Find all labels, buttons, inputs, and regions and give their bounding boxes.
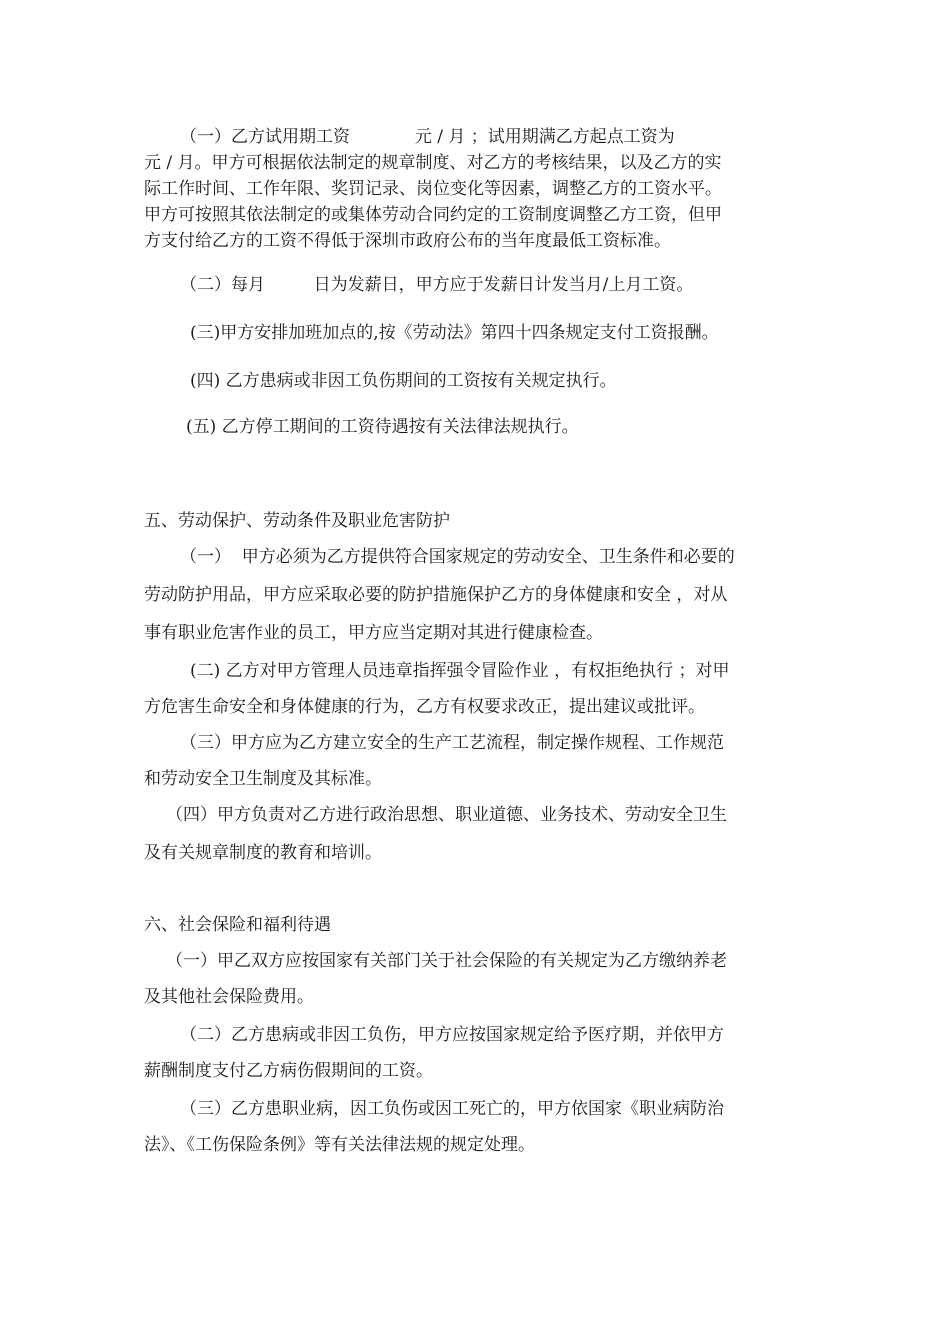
protection-clause-4-line-1: （四）甲方负责对乙方进行政治思想、职业道德、业务技术、劳动安全卫生 [166,805,727,825]
insurance-clause-3-line-2: 法》、《工伤保险条例》等有关法律法规的规定处理。 [144,1135,535,1155]
section-5-heading: 五、劳动保护、劳动条件及职业危害防护 [144,511,450,531]
protection-clause-3-line-2: 和劳动安全卫生制度及其标准。 [144,769,382,789]
protection-clause-2-line-2: 方危害生命安全和身体健康的行为，乙方有权要求改正，提出建议或批评。 [144,697,705,717]
insurance-clause-1-line-2: 及其他社会保险费用。 [144,987,314,1007]
sick-pay-clause: (四) 乙方患病或非因工负伤期间的工资按有关规定执行。 [190,371,617,391]
wage-trial-line-5: 方支付给乙方的工资不得低于深圳市政府公布的当年度最低工资标准。 [144,231,671,251]
insurance-clause-2-line-2: 薪酬制度支付乙方病伤假期间的工资。 [144,1061,433,1081]
protection-clause-1-line-1: （一） 甲方必须为乙方提供符合国家规定的劳动安全、卫生条件和必要的 [180,547,735,567]
insurance-clause-1-line-1: （一）甲乙双方应按国家有关部门关于社会保险的有关规定为乙方缴纳养老 [166,951,727,971]
wage-trial-line-1: （一）乙方试用期工资 元 / 月 ；试用期满乙方起点工资为 [180,127,675,147]
protection-clause-1-line-3: 事有职业危害作业的员工，甲方应当定期对其进行健康检查。 [144,623,603,643]
wage-trial-line-4: 甲方可按照其依法制定的或集体劳动合同约定的工资制度调整乙方工资，但甲 [144,205,722,225]
protection-clause-1-line-2: 劳动防护用品，甲方应采取必要的防护措施保护乙方的身体健康和安全 ，对从 [144,585,728,605]
wage-trial-line-3: 际工作时间、工作年限、奖罚记录、岗位变化等因素，调整乙方的工资水平。 [144,179,722,199]
payday-clause: （二）每月 日为发薪日，甲方应于发薪日计发当月/上月工资。 [180,275,694,295]
suspension-pay-clause: (五) 乙方停工期间的工资待遇按有关法律法规执行。 [186,417,579,437]
insurance-clause-3-line-1: （三）乙方患职业病，因工负伤或因工死亡的，甲方依国家《职业病防治 [180,1099,724,1119]
overtime-clause: (三)甲方安排加班加点的,按《劳动法》第四十四条规定支付工资报酬。 [190,323,719,343]
wage-trial-line-2: 元 / 月。甲方可根据依法制定的规章制度、对乙方的考核结果，以及乙方的实 [144,153,722,173]
protection-clause-2-line-1: (二) 乙方对甲方管理人员违章指挥强令冒险作业 ，有权拒绝执行 ；对甲 [190,661,730,681]
protection-clause-4-line-2: 及有关规章制度的教育和培训。 [144,843,382,863]
protection-clause-3-line-1: （三）甲方应为乙方建立安全的生产工艺流程，制定操作规程、工作规范 [180,733,724,753]
section-6-heading: 六、社会保险和福利待遇 [144,915,331,935]
insurance-clause-2-line-1: （二）乙方患病或非因工负伤，甲方应按国家规定给予医疗期，并依甲方 [180,1025,724,1045]
